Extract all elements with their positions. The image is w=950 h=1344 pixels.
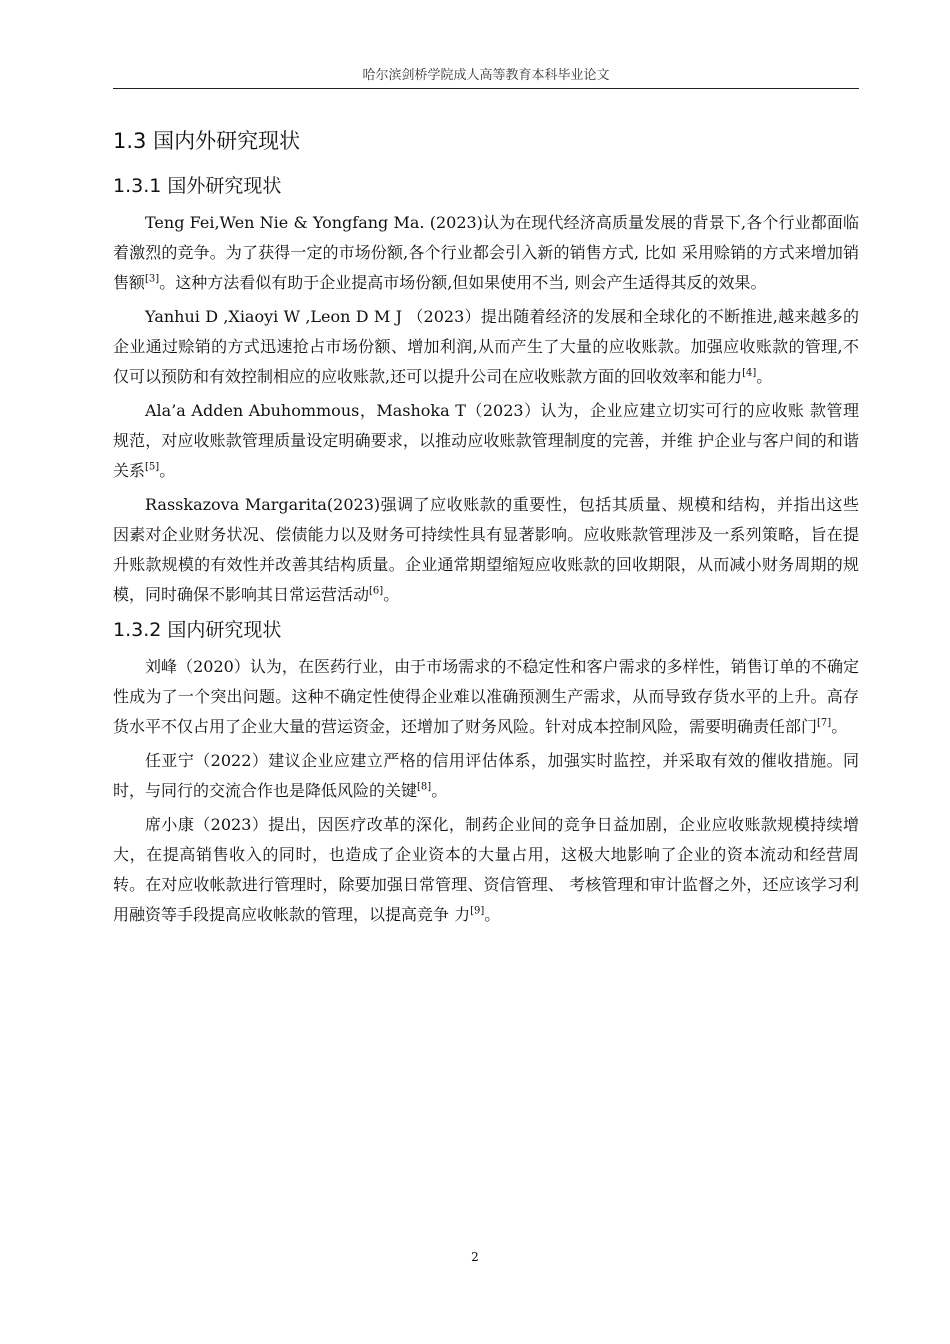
citation-3[interactable]: [3] [145, 273, 160, 285]
paragraph-teng-fei: Teng Fei,Wen Nie & Yongfang Ma. (2023)认为在现代经济高质量发展的背景下,各个行业都面临着激烈的竞争。为了获得一定的市场份额,各个行业都会引入新的销售方式, 比如 采用赊销的方式来增加销售额[3]。这种方法看似有助于企业提高市场份额,但如果使用不当, 则会产生适得其反的效果。 [113, 213, 859, 292]
citation-8[interactable]: [8] [417, 781, 432, 793]
section-heading-1-3: 1.3 国内外研究现状 [113, 129, 301, 153]
paragraph-yanhui: Yanhui D ,Xiaoyi W ,Leon D M J （2023）提出随着经济的发展和全球化的不断推进,越来越多的企业通过赊销的方式迅速抢占市场份额、增加利润,从而产生了大量的应收账款。加强应收账款的管理,不仅可以预防和有效控制相应的应收账款,还可以提升公司在应收账款方面的回收效率和能力[4]。 [113, 307, 859, 386]
subsection-heading-1-3-1: 1.3.1 国外研究现状 [113, 175, 282, 197]
paragraph-xi-xiaokang: 席小康（2023）提出，因医疗改革的深化，制药企业间的竞争日益加剧，企业应收账款规模持续增大，在提高销售收入的同时，也造成了企业资本的大量占用，这极大地影响了企业的资本流动和经营周转。在对应收帐款进行管理时，除要加强日常管理、资信管理、 考核管理和审计监督之外，还应该学习利用融资等手段提高应收帐款的管理，以提高竞争 力[9]。 [113, 815, 859, 924]
page-body [113, 118, 859, 934]
citation-5[interactable]: [5] [145, 461, 160, 473]
citation-6[interactable]: [6] [369, 585, 384, 597]
paragraph-rasskazova: Rasskazova Margarita(2023)强调了应收账款的重要性，包括其质量、规模和结构，并指出这些因素对企业财务状况、偿债能力以及财务可持续性具有显著影响。应收账款管理涉及一系列策略，旨在提升账款规模的有效性并改善其结构质量。企业通常期望缩短应收账款的回收期限，从而减小财务周期的规模，同时确保不影响其日常运营活动[6]。 [113, 495, 859, 604]
paragraph-liu-feng: 刘峰（2020）认为，在医药行业，由于市场需求的不稳定性和客户需求的多样性，销售订单的不确定性成为了一个突出问题。这种不确定性使得企业难以准确预测生产需求，从而导致存货水平的上升。高存货水平不仅占用了企业大量的营运资金，还增加了财务风险。针对成本控制风险，需要明确责任部门[7]。 [113, 657, 859, 736]
citation-9[interactable]: [9] [470, 905, 485, 917]
header-rule [113, 88, 859, 89]
page-number: 2 [471, 1250, 479, 1264]
citation-4[interactable]: [4] [742, 367, 757, 379]
paragraph-abuhommous: Ala’a Adden Abuhommous，Mashoka T（2023）认为，企业应建立切实可行的应收账 款管理规范，对应收账款管理质量设定明确要求，以推动应收账款管理制度的完善，并维 护企业与客户间的和谐关系[5]。 [113, 401, 859, 480]
paragraph-ren-yaning: 任亚宁（2022）建议企业应建立严格的信用评估体系，加强实时监控，并采取有效的催收措施。同时，与同行的交流合作也是降低风险的关键[8]。 [113, 751, 859, 800]
running-header: 哈尔滨剑桥学院成人高等教育本科毕业论文 [362, 68, 610, 83]
subsection-heading-1-3-2: 1.3.2 国内研究现状 [113, 619, 282, 641]
citation-7[interactable]: [7] [817, 717, 832, 729]
